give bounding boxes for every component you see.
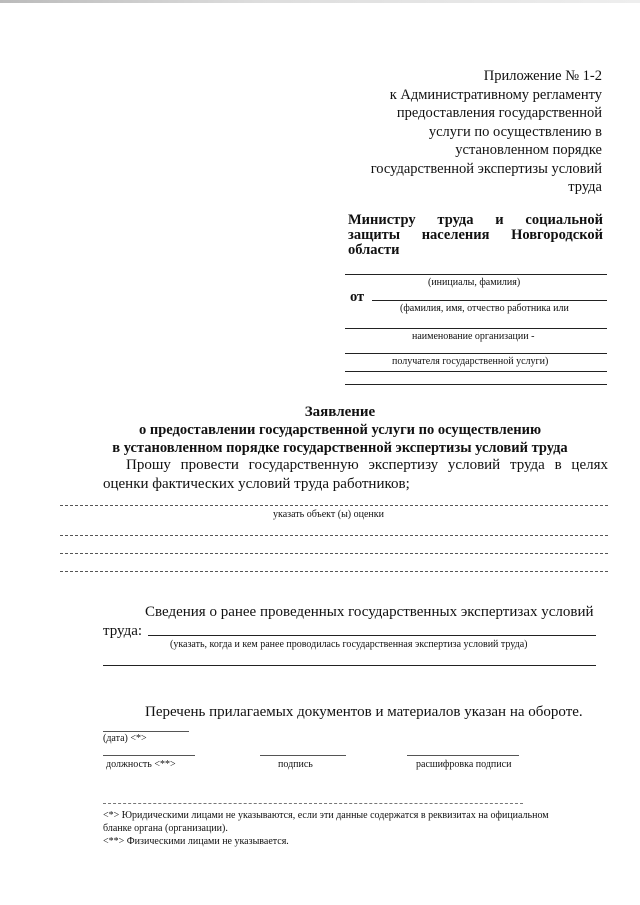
addressee-word: и: [495, 212, 504, 228]
position-field[interactable]: [103, 755, 195, 756]
request-line-2: оценки фактических условий труда работников;: [103, 476, 410, 492]
attachments-note: Перечень прилагаемых документов и материалов указан на обороте.: [145, 704, 583, 720]
footnote-1: <*> Юридическими лицами не указываются, если эти данные содержатся в реквизитах на официальном: [103, 810, 549, 821]
object-field-4[interactable]: [60, 571, 608, 572]
initials-field[interactable]: [345, 274, 607, 275]
signature-decoding-field[interactable]: [407, 755, 519, 756]
date-field[interactable]: [103, 731, 189, 732]
initials-caption: (инициалы, фамилия): [428, 277, 521, 288]
appendix-line: труда: [568, 179, 602, 195]
appendix-line: установленном порядке: [455, 142, 602, 158]
scan-top-edge: [0, 0, 640, 3]
extra-field-2[interactable]: [345, 384, 607, 385]
appendix-header: [302, 67, 602, 197]
statement-title: Заявление: [304, 404, 376, 420]
object-field[interactable]: [60, 505, 608, 506]
position-label: должность <**>: [106, 759, 176, 770]
applicant-caption-3: получателя государственной услуги): [392, 356, 549, 367]
footnote-2: <**> Физическими лицами не указывается.: [103, 836, 289, 847]
previous-expertise-field-2[interactable]: [103, 665, 596, 666]
addressee-block: [348, 213, 603, 258]
appendix-line: Приложение № 1-2: [483, 68, 602, 84]
statement-subtitle-2: в установленном порядке государственной экспертизы условий труда: [112, 440, 568, 456]
appendix-line: услуги по осуществлению в: [428, 123, 602, 140]
appendix-line: предоставления государственной: [396, 105, 602, 121]
applicant-caption-2: наименование организации -: [412, 331, 535, 342]
request-line-1: Прошу провести государственную экспертизу условий труда в целях: [126, 457, 608, 473]
appendix-line: государственной экспертизы условий: [370, 160, 602, 177]
object-caption: указать объект (ы) оценки: [273, 509, 384, 520]
previous-expertise-label: труда:: [103, 623, 143, 639]
extra-field-1[interactable]: [345, 371, 607, 372]
date-label: (дата) <*>: [103, 733, 147, 744]
footnote-1-cont: бланке органа (организации).: [103, 823, 228, 834]
statement-subtitle-1: о предоставлении государственной услуги по осуществлению: [138, 422, 542, 438]
organization-field[interactable]: [345, 328, 607, 329]
addressee-word: Министру: [348, 212, 416, 228]
addressee-word: защиты: [348, 227, 401, 243]
previous-expertise-caption: (указать, когда и кем ранее проводилась государственная экспертиза условий труда): [170, 639, 528, 650]
from-label: от: [350, 289, 365, 305]
applicant-caption-1: (фамилия, имя, отчество работника или: [400, 303, 569, 314]
signature-field[interactable]: [260, 755, 346, 756]
recipient-field[interactable]: [345, 353, 607, 354]
applicant-name-field[interactable]: [372, 300, 607, 301]
signature-label: подпись: [278, 759, 313, 770]
addressee-word: населения: [421, 227, 490, 243]
addressee-word: области: [348, 242, 400, 258]
signature-decoding-label: расшифровка подписи: [416, 759, 512, 770]
addressee-word: социальной: [525, 212, 603, 228]
previous-expertise-text: Сведения о ранее проведенных государственных экспертизах условий: [145, 604, 594, 620]
appendix-line: к Административному регламенту: [389, 86, 602, 103]
object-field-2[interactable]: [60, 535, 608, 536]
addressee-word: Новгородской: [511, 227, 603, 243]
addressee-word: труда: [437, 212, 474, 228]
footnote-separator: [103, 803, 523, 804]
previous-expertise-field[interactable]: [148, 635, 596, 636]
object-field-3[interactable]: [60, 553, 608, 554]
